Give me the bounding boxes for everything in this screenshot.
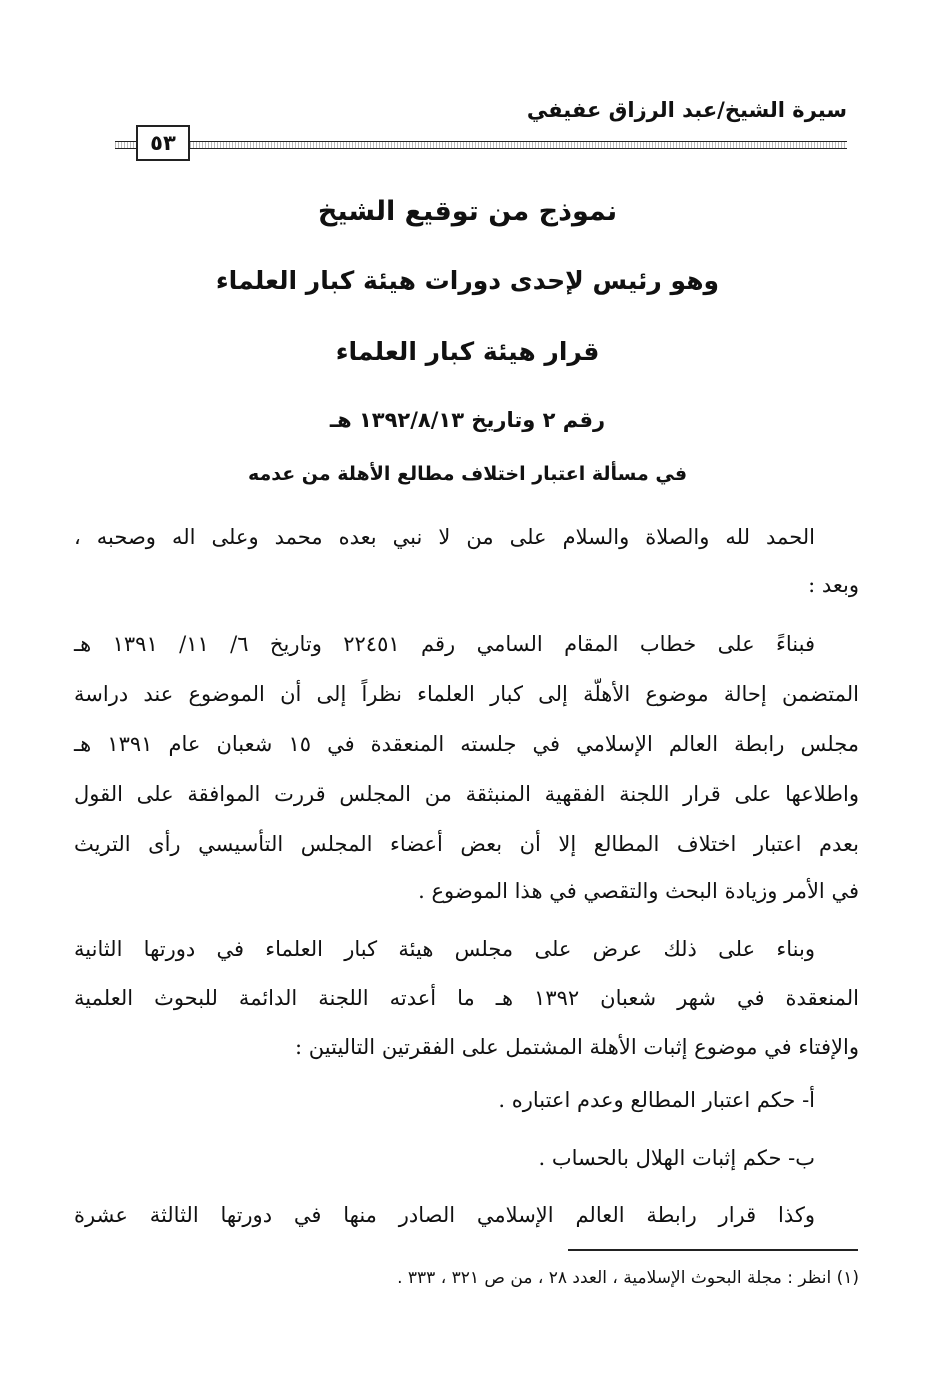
paragraph-line: وكذا قرار رابطة العالم الإسلامي الصادر منها في دورتها الثالثة عشرة [74,1203,815,1227]
paragraph-line: وبناء على ذلك عرض على مجلس هيئة كبار العلماء في دورتها الثانية [74,937,815,961]
paragraph-line: بعدم اعتبار اختلاف المطالع إلا أن بعض أعضاء المجلس التأسيسي رأى التريث [74,832,859,856]
main-heading: نموذج من توقيع الشيخ [317,196,618,227]
subheading-decision-title: قرار هيئة كبار العلماء [335,337,600,366]
paragraph-line: واطلاعها على قرار اللجنة الفقهية المنبثقة من المجلس قررت الموافقة على القول [74,782,859,806]
list-item: ب- حكم إثبات الهلال بالحساب . [538,1146,815,1170]
paragraph-line: وبعد : [808,573,859,597]
paragraph-line: الحمد لله والصلاة والسلام على من لا نبي بعده محمد وعلى اله وصحبه ، [74,525,815,549]
paragraph-line: في الأمر وزيادة البحث والتقصي في هذا الموضوع . [418,879,859,903]
paragraph-line: والإفتاء في موضوع إثبات الأهلة المشتمل على الفقرتين التاليتين : [295,1035,859,1059]
footnote-separator [568,1249,858,1251]
header-rule [115,141,847,149]
subheading-decision-number: رقم ٢ وتاريخ ١٣٩٢/٨/١٣ هـ [329,408,606,432]
paragraph-line: المتضمن إحالة موضوع الأهلّة إلى كبار العلماء نظراً إلى أن الموضوع عند دراسة [74,682,859,706]
paragraph-line: فبناءً على خطاب المقام السامي رقم ٢٢٤٥١ وتاريخ ٦/ ١١/ ١٣٩١ هـ [74,632,815,656]
running-title: سيرة الشيخ/عبد الرزاق عفيفي [526,98,847,122]
subheading-topic: في مسألة اعتبار اختلاف مطالع الأهلة من عدمه [247,463,688,485]
paragraph-line: مجلس رابطة العالم الإسلامي في جلسته المنعقدة في ١٥ شعبان عام ١٣٩١ هـ [74,732,860,756]
paragraph-line: المنعقدة في شهر شعبان ١٣٩٢ هـ ما أعدته اللجنة الدائمة للبحوث العلمية [74,986,859,1010]
page-number: ٥٣ [136,125,190,161]
footnote: (١) انظر : مجلة البحوث الإسلامية ، العدد ٢٨ ، من ص ٣٢١ ، ٣٣٣ . [397,1268,859,1288]
list-item: أ- حكم اعتبار المطالع وعدم اعتباره . [498,1088,815,1112]
subheading-council-session: وهو رئيس لإحدى دورات هيئة كبار العلماء [215,266,720,295]
